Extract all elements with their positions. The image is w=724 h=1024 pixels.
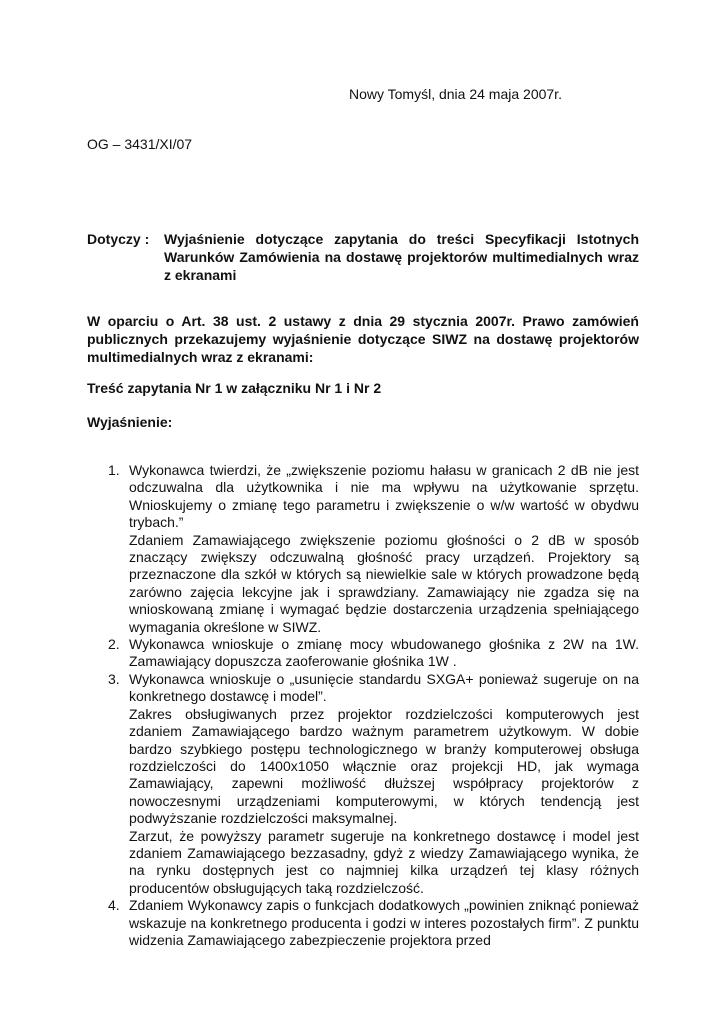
reference-number: OG – 3431/XI/07 <box>87 136 193 152</box>
list-item-number: 1. <box>108 462 120 478</box>
question-heading: Treść zapytania Nr 1 w załączniku Nr 1 i Nr 2 <box>87 380 382 396</box>
list-item <box>108 897 639 949</box>
list-item-paragraph: Wykonawca twierdzi, że „zwiększenie poziomu hałasu w granicach 2 dB nie jest odczuwalna dla użytkownika i nie ma wpływu na użytkowanie sprzętu. Wnioskujemy o zmianę tego parametru i zwiększenie o w/w wartość w obydwu trybach.” <box>129 462 639 531</box>
clarification-list <box>108 462 639 949</box>
list-item-paragraph: Wykonawca wnioskuje o zmianę mocy wbudowanego głośnika z 2W na 1W. Zamawiający dopuszcza zaoferowanie głośnika 1W . <box>129 636 639 670</box>
subject-text: Wyjaśnienie dotyczące zapytania do treści Specyfikacji Istotnych Warunków Zamówienia na dostawę projektorów multimedialnych wraz z ekranami <box>164 231 639 283</box>
answer-heading: Wyjaśnienie: <box>87 414 173 430</box>
place-date: Nowy Tomyśl, dnia 24 maja 2007r. <box>349 86 562 102</box>
list-item-paragraph: Zakres obsługiwanych przez projektor rozdzielczości komputerowych jest zdaniem Zamawiającego bardzo ważnym parametrem użytkowym. W dobie bardzo szybkiego postępu technologicznego w branży komputerowej obsługa rozdzielczości do 1400x1050 włącznie oraz projekcji HD, jak wymaga Zamawiający, zapewni możliwość dłuższej współpracy projektorów z nowoczesnymi urządzeniami komputerowymi, w których tendencją jest podwyższanie rozdzielczości maksymalnej. <box>129 705 639 827</box>
subject-label: Dotyczy : <box>87 231 150 247</box>
list-item <box>108 462 639 636</box>
list-item-paragraph: Wykonawca wnioskuje o „usunięcie standardu SXGA+ ponieważ sugeruje on na konkretnego dostawcę i model”. <box>129 670 639 705</box>
list-item-paragraph: Zdaniem Zamawiającego zwiększenie poziomu głośności o 2 dB w sposób znaczący zwiększy odczuwalną głośność pracy urządzeń. Projektory są przeznaczone dla szkół w których są niewielkie sale w których prowadzone będą zarówno zajęcia lekcyjne jak i sprawdziany. Zamawiający nie zgadza się na wnioskowaną zmianę i wymagać będzie dostarczenia urządzenia spełniającego wymagania określone w SIWZ. <box>129 531 639 635</box>
list-item-number: 3. <box>108 670 120 687</box>
list-item <box>108 636 639 671</box>
list-item-paragraph: Zdaniem Wykonawcy zapis o funkcjach dodatkowych „powinien zniknąć ponieważ wskazuje na konkretnego producenta i godzi w interes pozostałych firm”. Z punktu widzenia Zamawiającego zabezpieczenie projektora przed <box>129 897 639 948</box>
list-item-paragraph: Zarzut, że powyższy parametr sugeruje na konkretnego dostawcę i model jest zdaniem Zamawiającego bezzasadny, gdyż z wiedzy Zamawiającego wynika, że na rynku dostępnych jest co najmniej kilka urządzeń tej klasy różnych producentów obsługujących taką rozdzielczość. <box>129 827 639 896</box>
list-item <box>108 671 639 897</box>
intro-paragraph: W oparciu o Art. 38 ust. 2 ustawy z dnia 29 stycznia 2007r. Prawo zamówień publicznych przekazujemy wyjaśnienie dotyczące SIWZ na dostawę projektorów multimedialnych wraz z ekranami: <box>87 313 639 365</box>
list-item-number: 2. <box>108 636 120 653</box>
list-item-number: 4. <box>108 897 120 914</box>
